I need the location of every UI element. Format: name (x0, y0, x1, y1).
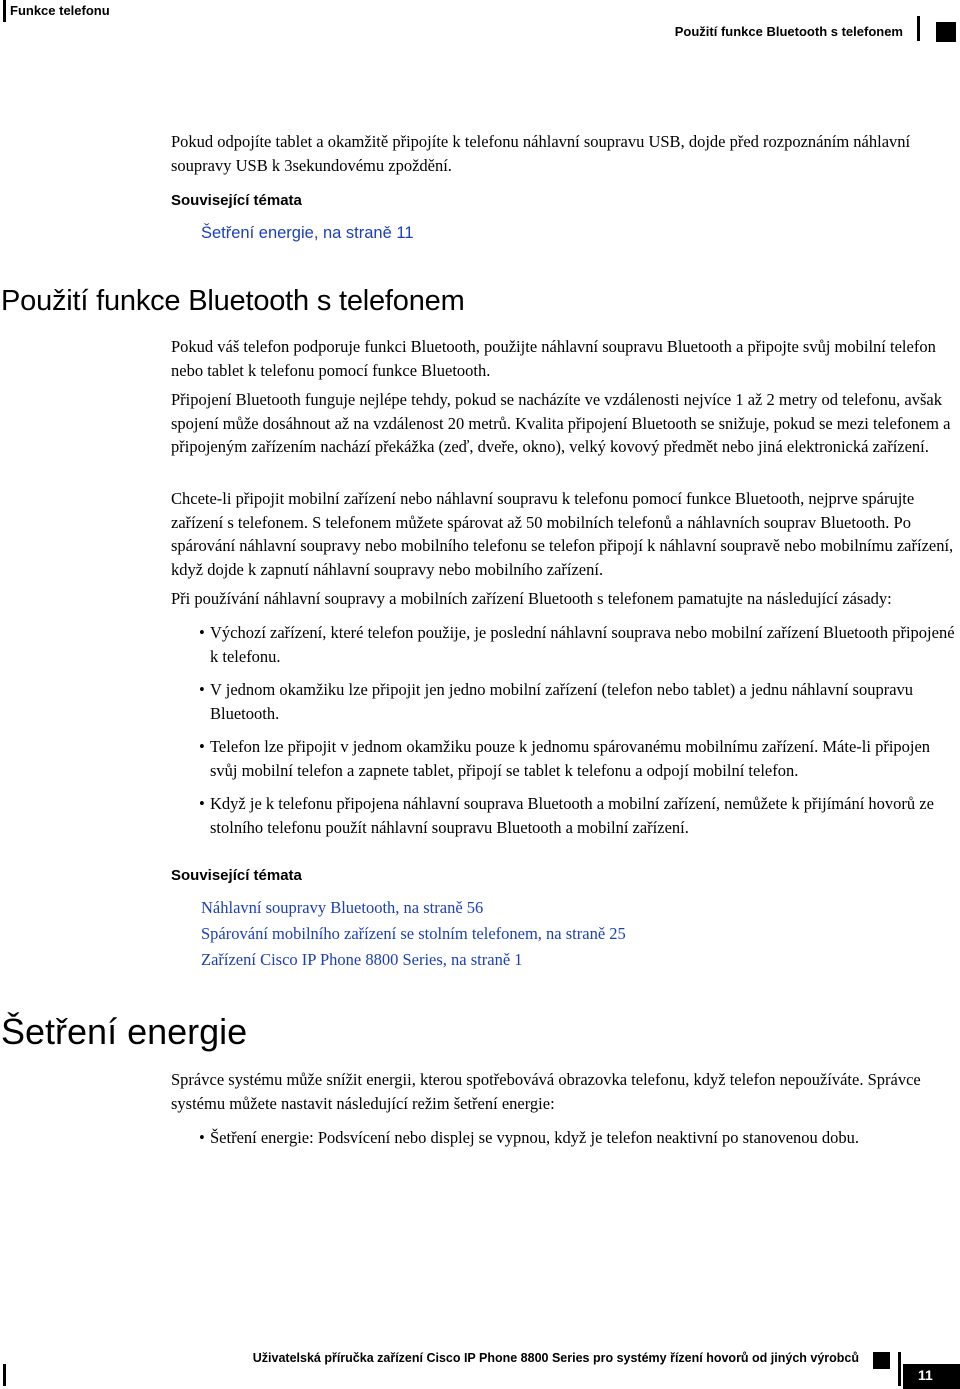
page-number: 11 (918, 1367, 933, 1383)
bluetooth-bullet-list (171, 621, 959, 849)
bullet-dot: • (199, 1128, 205, 1147)
list-item (171, 621, 959, 668)
section-title-bluetooth: Použití funkce Bluetooth s telefonem (1, 285, 465, 317)
related-topics-heading: Související témata (171, 192, 302, 209)
link-sparovani-mobilniho[interactable]: Spárování mobilního zařízení se stolním telefonem, na straně 25 (201, 924, 626, 943)
bluetooth-paragraph-3: Chcete-li připojit mobilní zařízení nebo náhlavní soupravu k telefonu pomocí funkce Bluetooth, nejprve spárujte zařízení s telefonem. S telefonem můžete spárovat až 50 mobilních telefonů a náhlavních souprav Bluetooth. Po spárování náhlavní soupravy nebo mobilního telefonu se telefon připojí k náhlavní soupravě nebo mobilnímu zařízení, když dojde k zapnutí náhlavní soupravy nebo mobilního zařízení. (171, 489, 954, 579)
list-item-text: Výchozí zařízení, které telefon použije, je poslední náhlavní souprava nebo mobilní zařízení Bluetooth připojené k telefonu. (210, 623, 955, 666)
header-black-square (936, 22, 956, 42)
bullet-dot: • (199, 794, 205, 813)
footer-right-bar (898, 1352, 901, 1386)
bullet-dot: • (199, 623, 205, 642)
footer-black-square (873, 1352, 890, 1369)
bullet-dot: • (199, 737, 205, 756)
energy-paragraph: Správce systému může snížit energii, kterou spotřebovává obrazovka telefonu, když telefon nepoužíváte. Správce systému můžete nastavit následující režim šetření energie: (171, 1070, 921, 1113)
bluetooth-paragraph-4: Při používání náhlavní soupravy a mobilních zařízení Bluetooth s telefonem pamatujte na následující zásady: (171, 589, 892, 608)
header-chapter: Funkce telefonu (10, 3, 110, 18)
header-right-bar (917, 16, 920, 41)
header-left-bar (3, 0, 6, 22)
list-item (171, 1126, 959, 1150)
footer-page-box (903, 1364, 960, 1389)
list-item-text: Když je k telefonu připojena náhlavní souprava Bluetooth a mobilní zařízení, nemůžete k přijímání hovorů ze stolního telefonu použít náhlavní soupravu Bluetooth a mobilní zařízení. (210, 794, 934, 837)
list-item-text: Telefon lze připojit v jednom okamžiku pouze k jednomu spárovanému mobilnímu zařízení. Máte-li připojen svůj mobilní telefon a zapnete tablet, připojí se tablet k telefonu a odpojí mobilní telefon. (210, 737, 931, 780)
intro-paragraph: Pokud odpojíte tablet a okamžitě připojíte k telefonu náhlavní soupravu USB, dojde před rozpoznáním náhlavní soupravy USB k 3sekundovému zpoždění. (171, 132, 911, 175)
link-zarizeni-cisco[interactable]: Zařízení Cisco IP Phone 8800 Series, na straně 1 (201, 950, 523, 969)
list-item-text: Šetření energie: Podsvícení nebo displej se vypnou, když je telefon neaktivní po stanovenou dobu. (210, 1128, 860, 1147)
bluetooth-paragraph-1: Pokud váš telefon podporuje funkci Bluetooth, použijte náhlavní soupravu Bluetooth a připojte svůj mobilní telefon nebo tablet k telefonu pomocí funkce Bluetooth. (171, 337, 936, 380)
list-item (171, 792, 959, 839)
list-item (171, 678, 959, 725)
footer-title: Uživatelská příručka zařízení Cisco IP Phone 8800 Series pro systémy řízení hovorů od jiných výrobců (252, 1351, 859, 1365)
link-nahlavni-soupravy[interactable]: Náhlavní soupravy Bluetooth, na straně 56 (201, 898, 484, 917)
header-section: Použití funkce Bluetooth s telefonem (674, 24, 903, 39)
energy-bullet-list (171, 1126, 959, 1160)
list-item (171, 735, 959, 782)
footer-left-bar (3, 1364, 6, 1386)
link-setreni-energie[interactable]: Šetření energie, na straně 11 (201, 224, 414, 242)
section-title-energy: Šetření energie (1, 1011, 248, 1052)
related-topics-heading-2: Související témata (171, 867, 302, 884)
bluetooth-paragraph-2: Připojení Bluetooth funguje nejlépe tehdy, pokud se nacházíte ve vzdálenosti nejvíce 1 až 2 metry od telefonu, avšak spojení může dosáhnout až na vzdálenost 20 metrů. Kvalita připojení Bluetooth se snižuje, pokud se mezi telefonem a připojeným zařízením nachází překážka (zeď, dveře, okno), velký kovový předmět nebo jiná elektronická zařízení. (171, 390, 951, 456)
bullet-dot: • (199, 680, 205, 699)
list-item-text: V jednom okamžiku lze připojit jen jedno mobilní zařízení (telefon nebo tablet) a jednu náhlavní soupravu Bluetooth. (210, 680, 914, 723)
